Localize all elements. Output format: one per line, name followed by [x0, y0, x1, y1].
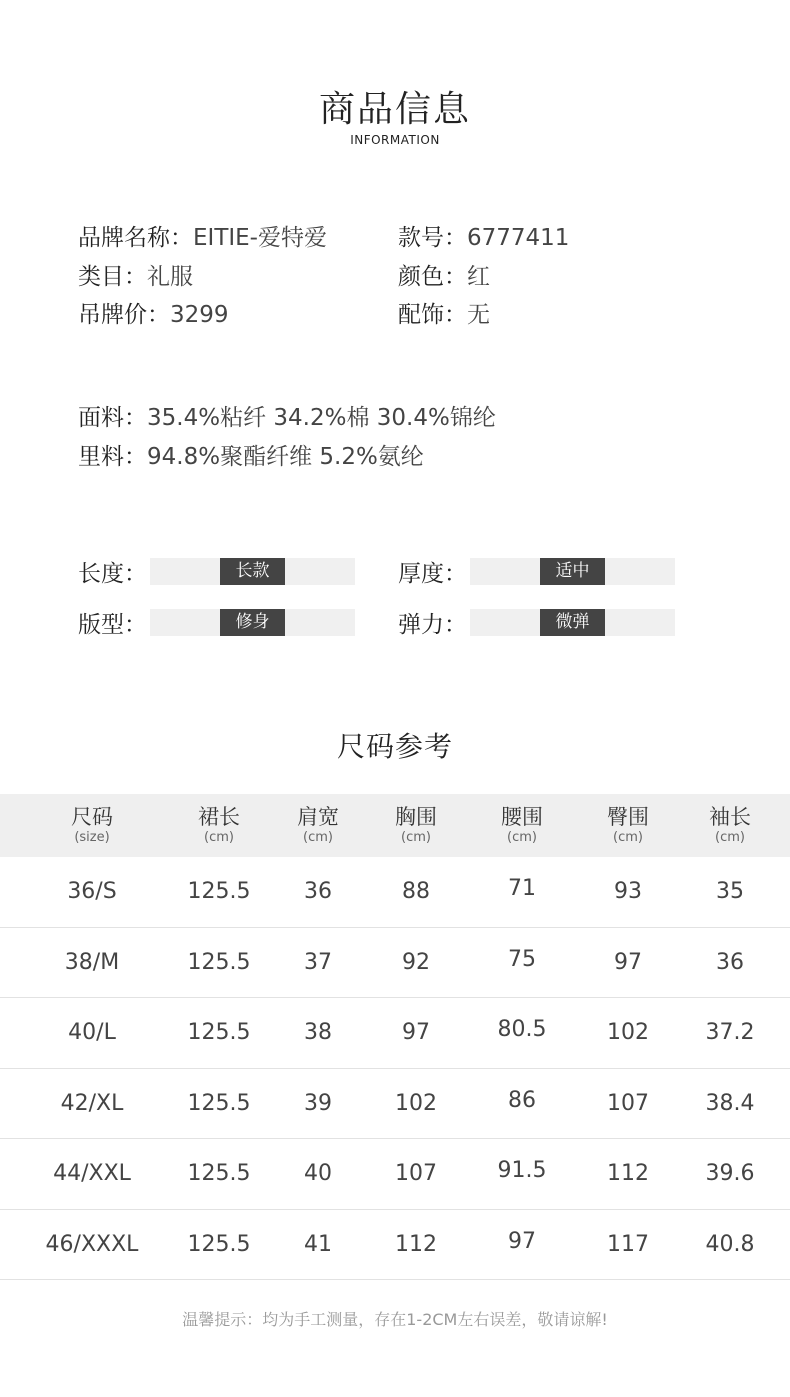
- category-label: 类目：: [78, 263, 147, 290]
- dress-length-cell: 125.5: [187, 1020, 251, 1045]
- elasticity-label: 弹力：: [398, 611, 467, 638]
- hip-cell: 117: [607, 1231, 649, 1257]
- outer-fabric-label: 面料：: [78, 405, 147, 431]
- lining-fabric-value: 94.8%聚酯纤维 5.2%氨纶: [147, 443, 424, 470]
- header-shoulder: [269, 794, 367, 857]
- page-title: 商品信息: [318, 89, 471, 130]
- style-no-field: [398, 222, 718, 261]
- dress-length-cell: 125.5: [187, 1161, 251, 1186]
- bust-cell: 102: [395, 1090, 437, 1116]
- fit-chip: 修身: [220, 609, 285, 636]
- fit-label: 版型：: [78, 611, 147, 638]
- style-no-value: 6777411: [467, 225, 570, 251]
- accessory-value: 无: [467, 302, 490, 328]
- dress-length-cell: 125.5: [187, 949, 251, 975]
- table-row: [0, 1139, 790, 1210]
- dress-length-cell: 125.5: [187, 1090, 251, 1116]
- brand-field: [78, 222, 398, 261]
- header-dress-length: [169, 794, 269, 857]
- elasticity-chip: 微弹: [540, 609, 605, 636]
- sleeve-cell: 36: [716, 949, 744, 975]
- shoulder-cell: 40: [304, 1161, 332, 1186]
- fabric-info: [78, 399, 496, 476]
- sleeve-cell: 37.2: [705, 1020, 755, 1045]
- table-row: [0, 928, 790, 999]
- table-row: [0, 998, 790, 1069]
- bust-cell: 112: [395, 1231, 437, 1257]
- header-waist: [465, 794, 579, 857]
- waist-cell: 80.5: [497, 1017, 547, 1042]
- table-row: [0, 857, 790, 928]
- size-table: [0, 794, 790, 1280]
- table-header: [0, 794, 790, 857]
- header-name: 腰围: [501, 805, 543, 829]
- shoulder-cell: 39: [304, 1090, 332, 1116]
- category-field: [78, 261, 398, 300]
- sleeve-cell: 39.6: [705, 1161, 755, 1186]
- elasticity-track: [470, 609, 675, 636]
- info-row: [78, 222, 718, 261]
- length-chip: 长款: [220, 558, 285, 585]
- hip-cell: 112: [607, 1161, 649, 1186]
- header-bust: [367, 794, 465, 857]
- sleeve-cell: 40.8: [705, 1231, 755, 1257]
- elasticity-attribute: [398, 607, 718, 637]
- shoulder-cell: 38: [304, 1020, 332, 1045]
- header-unit: (cm): [613, 830, 643, 845]
- header-name: 肩宽: [297, 805, 339, 829]
- style-no-label: 款号：: [398, 225, 467, 251]
- header-unit: (cm): [715, 830, 745, 845]
- info-row: [78, 299, 718, 338]
- waist-cell: 91.5: [497, 1158, 547, 1183]
- color-label: 颜色：: [398, 263, 467, 290]
- attribute-panel: [78, 556, 718, 658]
- fit-attribute: [78, 607, 398, 637]
- dress-length-cell: 125.5: [187, 879, 251, 904]
- length-attribute: [78, 556, 398, 586]
- shoulder-cell: 36: [304, 879, 332, 904]
- waist-cell: 75: [508, 946, 536, 972]
- waist-cell: 86: [508, 1087, 536, 1113]
- hip-cell: 97: [614, 949, 642, 975]
- attribute-row: [78, 556, 718, 607]
- header-name: 尺码: [71, 805, 113, 829]
- size-cell: 44/XXL: [53, 1161, 131, 1186]
- brand-value: EITIE-爱特爱: [193, 225, 327, 251]
- header-unit: (cm): [401, 830, 431, 845]
- bust-cell: 107: [395, 1161, 437, 1186]
- measurement-note: 温馨提示：均为手工测量，存在1-2CM左右误差，敬请谅解!: [182, 1310, 608, 1329]
- header-sleeve: [677, 794, 783, 857]
- color-value: 红: [467, 263, 490, 290]
- waist-cell: 71: [508, 876, 536, 901]
- size-cell: 40/L: [68, 1020, 116, 1045]
- accessory-field: [398, 299, 718, 338]
- header-name: 臀围: [607, 805, 649, 829]
- outer-fabric: [78, 399, 496, 438]
- tag-price-label: 吊牌价：: [78, 302, 170, 328]
- size-cell: 38/M: [64, 949, 120, 975]
- fit-track: [150, 609, 355, 636]
- hip-cell: 102: [607, 1020, 649, 1045]
- waist-cell: 97: [508, 1228, 536, 1254]
- thickness-chip: 适中: [540, 558, 605, 585]
- bust-cell: 92: [402, 949, 430, 975]
- shoulder-cell: 41: [304, 1231, 332, 1257]
- table-row: [0, 1210, 790, 1281]
- brand-label: 品牌名称：: [78, 225, 193, 251]
- info-header: [0, 88, 790, 148]
- hip-cell: 107: [607, 1090, 649, 1116]
- tag-price-field: [78, 299, 398, 338]
- size-section-title: 尺码参考: [336, 730, 453, 763]
- thickness-track: [470, 558, 675, 585]
- length-label: 长度：: [78, 560, 147, 587]
- header-name: 袖长: [709, 805, 751, 829]
- category-value: 礼服: [147, 263, 193, 290]
- header-hip: [579, 794, 677, 857]
- attribute-row: [78, 607, 718, 658]
- outer-fabric-value: 35.4%粘纤 34.2%棉 30.4%锦纶: [147, 405, 496, 431]
- size-cell: 46/XXXL: [45, 1231, 139, 1257]
- size-cell: 42/XL: [60, 1090, 124, 1116]
- shoulder-cell: 37: [304, 949, 332, 975]
- color-field: [398, 261, 718, 300]
- thickness-attribute: [398, 556, 718, 586]
- lining-fabric: [78, 438, 496, 477]
- product-info: [78, 222, 718, 338]
- header-size: [0, 794, 184, 857]
- tag-price-value: 3299: [170, 302, 229, 328]
- header-unit: (cm): [507, 830, 537, 845]
- header-name: 胸围: [395, 805, 437, 829]
- bust-cell: 88: [402, 879, 430, 904]
- header-name: 裙长: [198, 805, 240, 829]
- size-cell: 36/S: [67, 879, 117, 904]
- dress-length-cell: 125.5: [187, 1231, 251, 1257]
- accessory-label: 配饰：: [398, 302, 467, 328]
- hip-cell: 93: [614, 879, 642, 904]
- header-unit: (cm): [303, 830, 333, 845]
- length-track: [150, 558, 355, 585]
- bust-cell: 97: [402, 1020, 430, 1045]
- sleeve-cell: 38.4: [705, 1090, 755, 1116]
- sleeve-cell: 35: [716, 879, 744, 904]
- header-unit: (size): [74, 830, 110, 845]
- header-unit: (cm): [204, 830, 234, 845]
- lining-fabric-label: 里料：: [78, 443, 147, 470]
- page-subtitle: INFORMATION: [350, 133, 440, 147]
- thickness-label: 厚度：: [398, 560, 467, 587]
- info-row: [78, 261, 718, 300]
- table-row: [0, 1069, 790, 1140]
